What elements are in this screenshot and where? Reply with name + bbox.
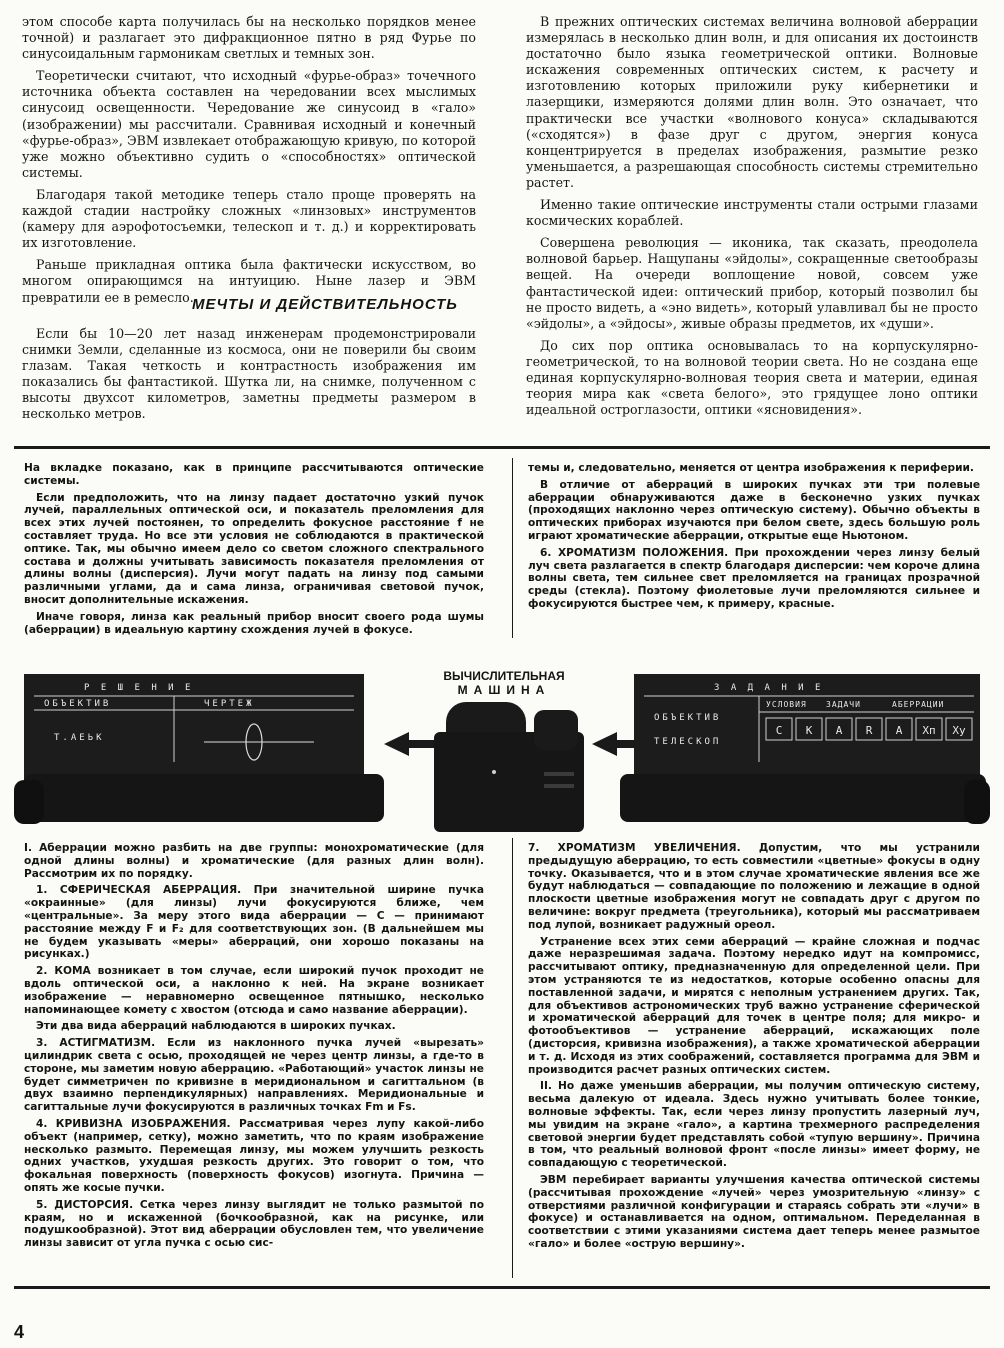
left-board [14,674,384,824]
paragraph: этом способе карта получилась бы на несколько порядков менее точной) и разлагает это дифракционное пятно в ряд Фурье по синусоидальным гармоникам светлых и темных зон. [22,14,476,62]
left-board-col2: ЧЕРТЕЖ [204,699,255,709]
paragraph: 2. КОМА возникает в том случае, если широкий пучок проходит не вдоль оптической оси, а наклонно к ней. На экране возникает изображение — неравномерно освещенное пятнышко, несколько напоминающее комету с хвостом (отсюда и само название аберрации). [24,965,484,1016]
right-board-h1: УСЛОВИЯ [766,700,807,709]
computer-label-line1: ВЫЧИСЛИТЕЛЬНАЯ [443,669,565,683]
board-cell-label: K [805,724,813,737]
right-board-col1: ОБЪЕКТИВ [654,713,722,723]
bottom-left-column [24,842,484,1254]
paragraph: Если предположить, что на линзу падает достаточно узкий пучок лучей, параллельных оптической оси, и показатель преломления для всех этих лучей постоянен, то определить фокусное расстояние f не составляет труда. Но все эти условия не соблюдаются в практической оптике. Так, мы обычно имеем дело со светом сложного спектрального состава и должны учитывать зависимость показателя преломления от длины волны (дисперсия). Лучи могут падать на линзу под самыми различными углами, да и сама линза, ограничивая световой пучок, вносит дополнительные искажения. [24,491,484,606]
paragraph: I. Аберрации можно разбить на две группы: монохроматические (для одной длины волны) и хроматические (для разных длин волн). Рассмотрим их по порядку. [24,842,484,880]
left-board-row: Т.АЕЬК [54,733,105,743]
paragraph: 5. ДИСТОРСИЯ. Сетка через линзу выглядит не только размытой по краям, но и искаженной (бочкообразной, как на рисунке, или подушкообразной). Этот вид аберрации обусловлен тем, что увеличение линзы зависит от угла пучка с осью сис- [24,1198,484,1250]
column-divider [512,458,513,638]
board-cell-label: Xу [952,724,966,737]
right-board-title: З А Д А Н И Е [714,683,824,693]
board-cell-label: A [835,724,843,737]
left-arrow [384,732,434,756]
column-divider [512,838,513,1278]
paragraph: 7. ХРОМАТИЗМ УВЕЛИЧЕНИЯ. Допустим, что мы устранили предыдущую аберрацию, то есть совместили «цветные» фокусы в одну точку. Оказывается, что и в этом случае хроматические явления все же будут наблюдаться — совпадающие по положению и лежащие в одной плоскости цветные изображения могут не совпадать друг с другом по величине: вокруг предмета (треугольника), который мы рассматриваем под лупой, возникает радужный ореол. [528,842,980,931]
left-board-title: Р Е Ш Е Н И Е [84,683,194,693]
section-heading: МЕЧТЫ И ДЕЙСТВИТЕЛЬНОСТЬ [192,296,458,313]
paragraph: ЭВМ перебирает варианты улучшения качества оптической системы (рассчитывая прохождение «лучей» через умозрительную «линзу» с отверстиями различной конфигурации и стараясь собрать эти «лучи» в фокусе) и останавливается на одном, оптимальном. Переделанная в соответствии с этими указаниями система дает теперь менее размытое «гало» и более «острую вершину». [528,1173,980,1250]
right-board-row: ТЕЛЕСКОП [654,737,722,747]
computer-label-line2: МАШИНА [457,683,551,697]
paragraph: В прежних оптических системах величина волновой аберрации измерялась в несколько длин волн, и для описания их достоинств достаточно было языка геометрической оптики. Волновые искажения современных оптических систем, к расчету и изготовлению которых приложили руку кибернетики и лазерщики, измеряются долями длин волн. Это означает, что практически все участки «волнового конуса» складываются («сходятся») в фазе друг с другом, энергия конуса концентрируется в пределах изображения, размытие резко уменьшается, а разрешающая способность системы стремительно растет. [526,14,978,190]
paragraph: 1. СФЕРИЧЕСКАЯ АБЕРРАЦИЯ. При значительной ширине пучка «окраинные» (для линзы) лучи фокусируются ближе, чем «центральные». За меру этого вида аберрации — C — принимают расстояние между F и F₂ для соответствующих зон. (В дальнейшем мы не будем указывать «меры» аберраций, они хорошо показаны на рисунках.) [24,884,484,961]
paragraph: Иначе говоря, линза как реальный прибор вносит своего рода шумы (аберрации) в идеальную картину схождения лучей в фокусе. [24,610,484,636]
computer-illustration [14,662,990,840]
paragraph: В отличие от аберраций в широких пучках эти три полевые аберрации обнаруживаются даже в бесконечно узких пучках (проходящих наклонно через оптическую систему). Обычно объекты в оптических приборах изучаются при белом свете, здесь большую роль играют хроматические аберрации, открытые еще Ньютоном. [528,478,980,542]
top-left-column [22,14,476,312]
paragraph: Устранение всех этих семи аберраций — крайне сложная и подчас даже неразрешимая задача. Поэтому нередко идут на компромисс, рассчитывают оптику, предназначенную для определенной цели. При этом устраняются те из недостатков, которые особенно опасны для поставленной задачи, и мирятся с неполным устранением других. Так, для объективов астрономических труб важно устранение сферической и хроматической аберраций для точек в центре поля; для микро- и фотообъективов — устранение аберраций, искажающих поле (дисторсия, кривизна изображения), а также хроматической аберрации и т. д. Исходя из этих соображений, составляется программа для ЭВМ и производится расчет разных оптических систем. [528,935,980,1076]
bottom-rule [14,1286,990,1289]
top-right-column [526,14,978,424]
computer-machine [434,669,584,832]
paragraph: Раньше прикладная оптика была фактически искусством, во многом опирающимся на интуицию. Ныне лазер и ЭВМ превратили ее в ремесло. [22,257,476,305]
paragraph: До сих пор оптика основывалась то на корпускулярно-геометрической, то на волновой теории света. Но не создана еще единая корпускулярно-волновая теория света и материи, единая теория мира как «света белого», это грядущее лоно оптики идеальной остроглазости, оптики «ясновидения». [526,337,978,418]
board-cell-label: A [895,724,903,737]
left-board-col1: ОБЪЕКТИВ [44,699,112,709]
paragraph: На вкладке показано, как в принципе рассчитываются оптические системы. [24,462,484,487]
paragraph: Совершена революция — иконика, так сказать, преодолела волновой барьер. Нащупаны «эйдолы», сокращенные светообразы вещей. На очереди воплощение новой, совсем уже фантастической идеи: оптический прибор, который позволил бы не просто видеть, а «эно видеть», который улавливал бы не просто «эйдолы», а «эйдосы», живые образы предметов, их «души». [526,235,978,331]
paragraph: Именно такие оптические инструменты стали острыми глазами космических кораблей. [526,197,978,229]
paragraph: Эти два вида аберраций наблюдаются в широких пучках. [36,1020,396,1033]
right-board-h3: АБЕРРАЦИИ [892,700,945,709]
middle-left-column [24,462,484,640]
top-left-column-after [22,326,476,429]
paragraph: 6. ХРОМАТИЗМ ПОЛОЖЕНИЯ. При прохождении через линзу белый луч света разлагается в спектр благодаря дисперсии: чем короче длина волны света, тем сильнее свет преломляется на границах прозрачной среды (стекла). Поэтому фиолетовые лучи преломляются сильнее и фокусируются быстрее чем, к примеру, красные. [528,546,980,610]
bottom-right-column [528,842,980,1255]
paragraph: 4. КРИВИЗНА ИЗОБРАЖЕНИЯ. Рассматривая через лупу какой-либо объект (например, сетку), можно заметить, что по краям изображение несколько размыто. Перемещая линзу, мы можем улучшить резкость одних участков, ухудшая резкость других. Это говорит о том, что фокальная поверхность (поверхность фокусов) изогнута. Причина — опять же косые пучки. [24,1117,484,1194]
paragraph: темы и, следовательно, меняется от центра изображения к периферии. [528,462,974,474]
board-cell-label: R [865,724,873,737]
paragraph: II. Но даже уменьшив аберрации, мы получим оптическую систему, весьма далекую от идеала. Здесь нужно учитывать более тонкие, волновые эффекты. Так, если через линзу пропустить лазерный луч, мы увидим на экране «гало», а картина трехмерного распределения световой энергии будет представлять собой «тупую вершину». Причина в том, что реальный волновой фронт «после линзы» имеет форму, не совпадающую с теоретической. [528,1080,980,1170]
divider-rule [14,446,990,449]
paragraph: Если бы 10—20 лет назад инженерам продемонстрировали снимки Земли, сделанные из космоса, они не поверили бы своим глазам. Такая четкость и контрастность изображения им показались бы фантастикой. Шутка ли, на снимке, полученном с высоты двухсот километров, заметны предметы размером в несколько метров. [22,326,476,422]
paragraph: Благодаря такой методике теперь стало проще проверять на каждой стадии настройку сложных «линзовых» инструментов (камеру для аэрофотосъемки, телескоп и т. д.) и корректировать их изготовление. [22,186,476,251]
right-board-h2: ЗАДАЧИ [826,700,861,709]
paragraph: Теоретически считают, что исходный «фурье-образ» точечного источника объекта составлен на чередовании всех мыслимых синусоид освещенности. Чередование же синусоид в «гало» (изображении) мы рассчитали. Сравнивая исходный и конечный «фурье-образ», ЭВМ извлекает отображающую кривую, по которой уже можно объективно судить о «способностях» оптической системы. [22,68,476,180]
paragraph: 3. АСТИГМАТИЗМ. Если из наклонного пучка лучей «вырезать» цилиндрик света с осью, проходящей не через центр линзы, а где-то в стороне, мы заметим новую аберрацию. «Работающий» участок линзы не будет симметричен по кривизне в меридиональном и сагиттальном (в двух взаимно перпендикулярных) направлениях. Меридиональные и сагиттальные лучи фокусируются в различных точках Fm и Fs. [24,1037,484,1114]
board-cell-label: Xп [922,724,936,737]
board-cell-label: C [775,724,783,737]
right-board [620,674,990,824]
page-number: 4 [14,1322,25,1342]
middle-right-column [528,462,980,615]
